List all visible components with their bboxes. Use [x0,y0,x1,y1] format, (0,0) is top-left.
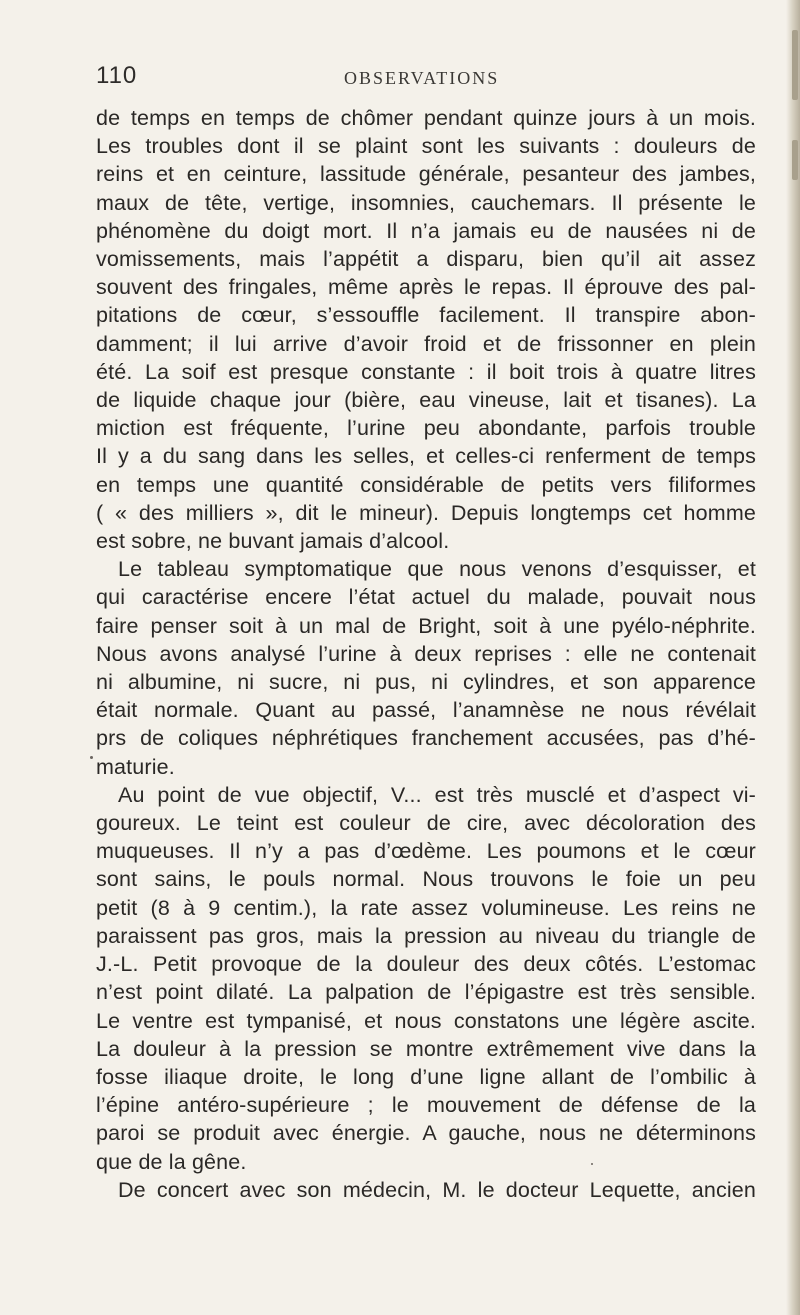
text-line: damment; il lui arrive d’avoir froid et de frissonner en plein [96,331,756,356]
text-line: Les troubles dont il se plaint sont les suivants : douleurs de [96,134,756,159]
text-line: miction est fréquente, l’urine peu abondante, parfois trouble [96,416,756,441]
text-line: petit (8 à 9 centim.), la rate assez volumineuse. Les reins ne [96,895,756,920]
text-line: Il y a du sang dans les selles, et celles-ci renferment de temps [96,444,756,469]
text-line: muqueuses. Il n’y a pas d’œdème. Les poumons et le cœur [96,839,756,864]
text-line: est sobre, ne buvant jamais d’alcool. [96,529,450,554]
body-text [96,104,756,1204]
text-line: fosse iliaque droite, le long d’une ligne allant de l’ombilic à [96,1064,756,1089]
scan-speck [90,756,93,759]
text-line: en temps une quantité considérable de petits vers filiformes [96,472,756,497]
text-line: Nous avons analysé l’urine à deux reprises : elle ne contenait [96,641,756,666]
page-header [96,62,756,92]
text-line: été. La soif est presque constante : il boit trois à quatre litres [96,359,756,384]
text-line: La douleur à la pression se montre extrêmement vive dans la [96,1036,756,1061]
text-line: souvent des fringales, même après le repas. Il éprouve des pal- [96,275,756,300]
text-line: sont sains, le pouls normal. Nous trouvons le foie un peu [96,867,756,892]
text-line: vomissements, mais l’appétit a disparu, bien qu’il ait assez [96,247,756,272]
text-line: phénomène du doigt mort. Il n’a jamais eu de nausées ni de [96,218,756,243]
text-line: J.-L. Petit provoque de la douleur des deux côtés. L’estomac [96,952,756,977]
text-line: Au point de vue objectif, V... est très musclé et d’aspect vi- [118,782,756,807]
text-line: reins et en ceinture, lassitude générale, pesanteur des jambes, [96,162,756,187]
text-line: de liquide chaque jour (bière, eau vineuse, lait et tisanes). La [96,388,756,413]
text-line: maturie. [96,754,175,779]
text-line: l’épine antéro-supérieure ; le mouvement de défense de la [96,1093,756,1118]
scan-speck [591,1163,593,1165]
text-line: Le tableau symptomatique que nous venons d’esquisser, et [118,557,756,582]
text-line: faire penser soit à un mal de Bright, soit à une pyélo-néphrite. [96,613,756,638]
running-head: OBSERVATIONS [344,68,500,88]
text-line: goureux. Le teint est couleur de cire, avec décoloration des [96,811,756,836]
page-number: 110 [96,62,138,89]
text-line: prs de coliques néphrétiques franchement accusées, pas d’hé- [96,726,756,751]
edge-mark [792,30,798,100]
text-line: n’est point dilaté. La palpation de l’épigastre est très sensible. [96,980,756,1005]
text-line: de temps en temps de chômer pendant quinze jours à un mois. [96,106,756,130]
page-edge-shadow [786,0,800,1315]
text-line: ( « des milliers », dit le mineur). Depuis longtemps cet homme [96,500,756,525]
text-line: pitations de cœur, s’essouffle facilement. Il transpire abon- [96,303,756,328]
text-line: Le ventre est tympanisé, et nous constatons une légère ascite. [96,1008,756,1033]
text-line: De concert avec son médecin, M. le docteur Lequette, ancien [118,1177,756,1202]
text-line: était normale. Quant au passé, l’anamnèse ne nous révélait [96,698,756,723]
text-line: paroi se produit avec énergie. A gauche, nous ne déterminons [96,1121,756,1146]
edge-mark [792,140,798,180]
text-line: maux de tête, vertige, insomnies, cauchemars. Il présente le [96,190,756,215]
text-line: ni albumine, ni sucre, ni pus, ni cylindres, et son apparence [96,670,756,695]
text-line: paraissent pas gros, mais la pression au niveau du triangle de [96,923,756,948]
text-line: qui caractérise encere l’état actuel du malade, pouvait nous [96,585,756,610]
text-line: que de la gêne. [96,1149,247,1174]
